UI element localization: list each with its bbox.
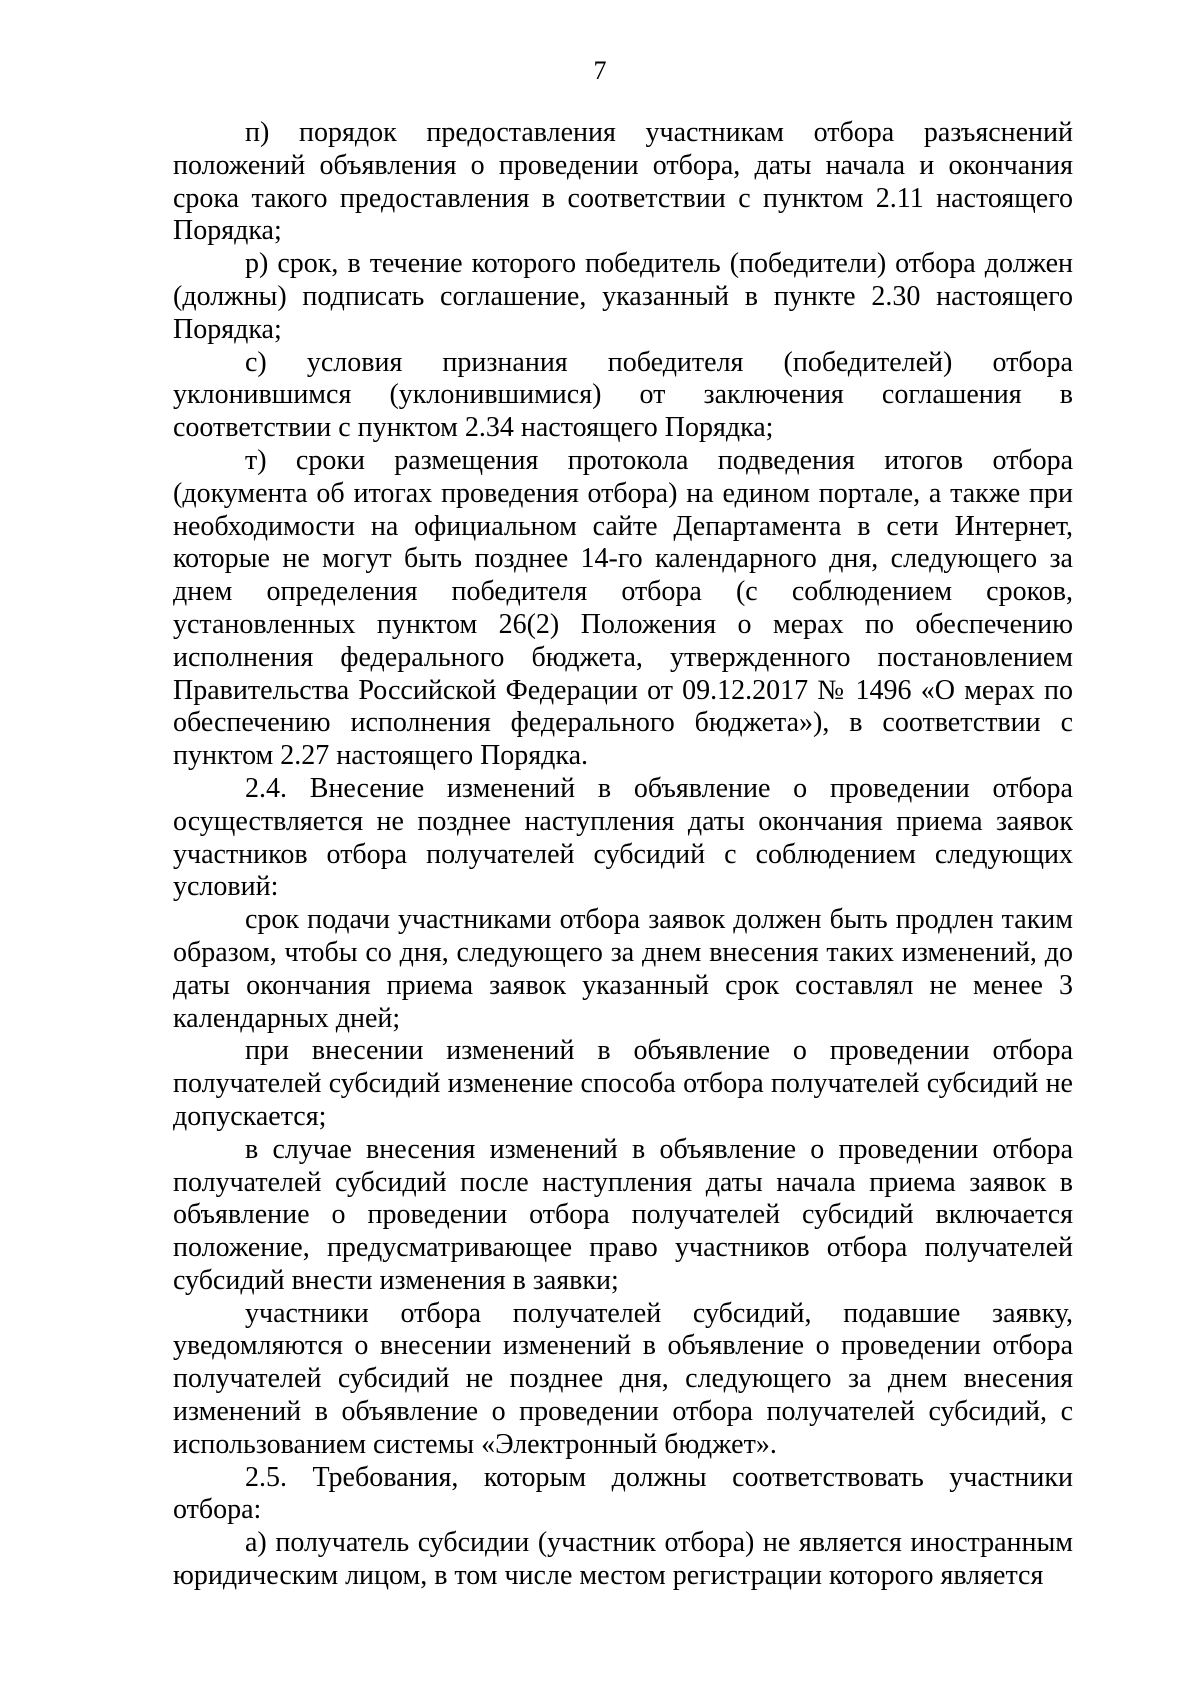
paragraph-r: р) срок, в течение которого победитель (победители) отбора должен (должны) подписать соглашение, указанный в пункте 2.30 настоящего Порядка; [173, 248, 1073, 345]
paragraph-t: т) сроки размещения протокола подведения итогов отбора (документа об итогах проведения отбора) на едином портале, а также при необходимости на официальном сайте Департамента в сети Интернет, которые не могут быть позднее 14-го календарного дня, следующего за днем определения победителя отбора (с соблюдением сроков, установленных пунктом 26(2) Положения о мерах по обеспечению исполнения федерального бюджета, утвержденного постановлением Правительства Российской Федерации от 09.12.2017 № 1496 «О мерах по обеспечению исполнения федерального бюджета»), в соответствии с пунктом 2.27 настоящего Порядка. [173, 444, 1073, 772]
paragraph-2-4: 2.4. Внесение изменений в объявление о проведении отбора осуществляется не позднее наступления даты окончания приема заявок участников отбора получателей субсидий с соблюдением следующих условий: [173, 772, 1073, 903]
document-body [173, 117, 1073, 1593]
paragraph-method-change: при внесении изменений в объявление о проведении отбора получателей субсидий изменение способа отбора получателей субсидий не допускается; [173, 1035, 1073, 1132]
paragraph-amend-applications: в случае внесения изменений в объявление о проведении отбора получателей субсидий после наступления даты начала приема заявок в объявление о проведении отбора получателей субсидий включается положение, предусматривающее право участников отбора получателей субсидий внести изменения в заявки; [173, 1133, 1073, 1296]
paragraph-s: с) условия признания победителя (победителей) отбора уклонившимся (уклонившимися) от заключения соглашения в соответствии с пунктом 2.34 настоящего Порядка; [173, 346, 1073, 444]
paragraph-a: а) получатель субсидии (участник отбора) не является иностранным юридическим лицом, в том числе местом регистрации которого является [173, 1527, 1073, 1592]
paragraph-2-5: 2.5. Требования, которым должны соответствовать участники отбора: [173, 1461, 1073, 1526]
paragraph-deadline-extension: срок подачи участниками отбора заявок должен быть продлен таким образом, чтобы со дня, следующего за днем внесения таких изменений, до даты окончания приема заявок указанный срок составлял не менее 3 календарных дней; [173, 904, 1073, 1034]
paragraph-p: п) порядок предоставления участникам отбора разъяснений положений объявления о проведении отбора, даты начала и окончания срока такого предоставления в соответствии с пунктом 2.11 настоящего Порядка; [173, 117, 1073, 247]
paragraph-notification: участники отбора получателей субсидий, подавшие заявку, уведомляются о внесении изменений в объявление о проведении отбора получателей субсидий не позднее дня, следующего за днем внесения изменений в объявление о проведении отбора получателей субсидий, с использованием системы «Электронный бюджет». [173, 1297, 1073, 1460]
page-number: 7 [593, 56, 607, 85]
